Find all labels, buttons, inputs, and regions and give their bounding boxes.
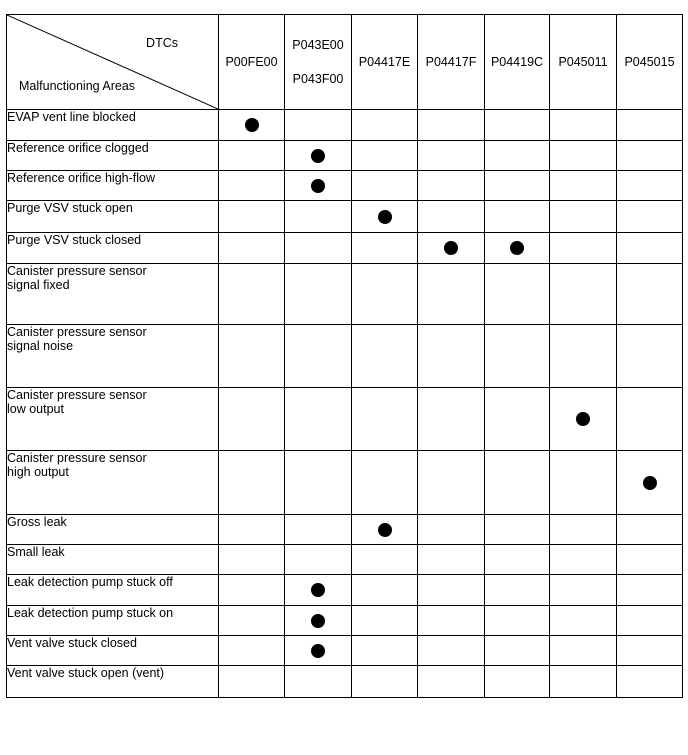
dtc-mark-cell [418,141,485,171]
filled-circle-icon [311,583,325,597]
dtc-mark-cell [352,325,418,388]
malfunction-area-text: Reference orifice high-flow [7,171,155,185]
table-row [7,325,683,388]
filled-circle-icon [444,241,458,255]
dtc-mark-cell [285,110,352,141]
dtc-mark-cell [219,264,285,325]
malfunction-area-cell [7,545,219,575]
dtc-mark-cell [219,451,285,515]
dtc-mark-cell [219,575,285,606]
dtc-mark-cell [285,233,352,264]
dtc-mark-cell [550,545,617,575]
dtc-code: P00FE00 [225,55,278,69]
filled-circle-icon [311,149,325,163]
dtc-mark-cell [550,575,617,606]
dtc-mark-cell [219,545,285,575]
dtc-mark-cell [550,636,617,666]
dtc-code: P043E00 [292,38,344,52]
dtc-mark-cell [352,636,418,666]
dtc-mark-cell [485,325,550,388]
dtc-mark-cell [219,233,285,264]
dtc-mark-cell [617,141,683,171]
dtc-mark-cell [485,233,550,264]
dtc-mark-cell [550,141,617,171]
dtc-mark-cell [617,515,683,545]
malfunction-area-cell [7,388,219,451]
malfunction-area-text: high output [7,465,69,479]
dtc-mark-cell [285,515,352,545]
dtc-mark-cell [352,388,418,451]
dtc-mark-cell [550,325,617,388]
filled-circle-icon [510,241,524,255]
dtc-mark-cell [219,171,285,201]
table-row [7,171,683,201]
table-row [7,515,683,545]
dtc-mark-cell [219,666,285,698]
dtc-mark-cell [219,325,285,388]
dtc-mark-cell [617,545,683,575]
dtc-mark-cell [617,171,683,201]
dtc-mark-cell [617,666,683,698]
dtc-mark-cell [485,388,550,451]
filled-circle-icon [378,523,392,537]
dtc-header-p04417e [352,15,418,110]
malfunction-area-text: Small leak [7,545,65,559]
dtc-mark-cell [219,515,285,545]
dtc-mark-cell [352,666,418,698]
dtc-mark-cell [352,110,418,141]
table-row [7,666,683,698]
malfunction-area-cell [7,264,219,325]
table-body [7,110,683,698]
dtc-mark-cell [485,201,550,233]
malfunction-area-cell [7,141,219,171]
dtc-mark-cell [418,545,485,575]
dtc-mark-cell [485,575,550,606]
malfunction-area-text: Leak detection pump stuck off [7,575,173,589]
dtc-mark-cell [352,451,418,515]
table-row [7,201,683,233]
dtc-mark-cell [550,171,617,201]
dtc-mark-cell [285,606,352,636]
dtc-mark-cell [285,141,352,171]
filled-circle-icon [311,179,325,193]
dtc-mark-cell [418,636,485,666]
dtc-mark-cell [617,201,683,233]
malfunction-area-cell [7,515,219,545]
dtc-header-p045015 [617,15,683,110]
dtc-mark-cell [617,233,683,264]
dtc-mark-cell [550,451,617,515]
dtc-mark-cell [485,141,550,171]
dtc-mark-cell [418,264,485,325]
dtc-mark-cell [485,451,550,515]
filled-circle-icon [311,614,325,628]
malfunction-area-text: Purge VSV stuck closed [7,233,142,247]
corner-header-cell [7,15,219,110]
dtc-mark-cell [285,201,352,233]
filled-circle-icon [245,118,259,132]
malfunction-area-cell [7,171,219,201]
filled-circle-icon [378,210,392,224]
dtc-mark-cell [352,606,418,636]
dtc-mark-cell [219,388,285,451]
dtc-mark-cell [285,264,352,325]
filled-circle-icon [311,644,325,658]
dtc-mark-cell [352,545,418,575]
malfunction-area-text: Leak detection pump stuck on [7,606,174,620]
dtc-mark-cell [352,515,418,545]
dtc-mark-cell [418,233,485,264]
table-row [7,606,683,636]
dtc-mark-cell [285,666,352,698]
dtc-mark-cell [550,110,617,141]
dtc-code: P043F00 [292,72,344,86]
dtc-mark-cell [550,264,617,325]
malfunction-area-cell [7,666,219,698]
dtc-mark-cell [550,201,617,233]
dtc-mark-cell [617,110,683,141]
dtc-mark-cell [352,171,418,201]
filled-circle-icon [643,476,657,490]
dtc-mark-cell [485,666,550,698]
dtc-matrix-table [6,14,683,698]
dtc-mark-cell [418,451,485,515]
malfunction-area-cell [7,233,219,264]
dtc-mark-cell [418,606,485,636]
dtc-mark-cell [550,515,617,545]
malfunction-area-text: Vent valve stuck closed [7,636,137,650]
dtc-mark-cell [418,388,485,451]
malfunction-area-cell [7,451,219,515]
dtc-mark-cell [617,388,683,451]
malfunction-area-cell [7,606,219,636]
malfunction-area-cell [7,325,219,388]
dtc-mark-cell [617,636,683,666]
malfunction-area-cell [7,110,219,141]
dtc-mark-cell [550,606,617,636]
malfunction-area-cell [7,201,219,233]
dtc-mark-cell [219,110,285,141]
dtc-mark-cell [485,545,550,575]
table-row [7,233,683,264]
dtc-mark-cell [285,171,352,201]
dtc-mark-cell [550,388,617,451]
dtc-mark-cell [352,233,418,264]
dtc-mark-cell [418,575,485,606]
table-row [7,110,683,141]
table-row [7,575,683,606]
table-row [7,636,683,666]
malfunctioning-areas-label: Malfunctioning Areas [19,79,136,93]
dtc-mark-cell [617,325,683,388]
dtc-mark-cell [352,141,418,171]
dtc-mark-cell [418,325,485,388]
malfunction-area-text: EVAP vent line blocked [7,110,136,124]
malfunction-area-text: Canister pressure sensor [7,388,147,402]
dtc-mark-cell [418,171,485,201]
header-row [7,15,683,110]
dtcs-label: DTCs [146,36,178,50]
dtc-mark-cell [285,325,352,388]
table-row [7,451,683,515]
dtc-mark-cell [550,666,617,698]
malfunction-area-text: Canister pressure sensor [7,451,147,465]
malfunction-area-cell [7,636,219,666]
dtc-mark-cell [219,201,285,233]
malfunction-area-text: signal noise [7,339,74,353]
dtc-mark-cell [352,575,418,606]
dtc-code: P045011 [558,55,608,69]
dtc-header-p04417f [418,15,485,110]
dtc-mark-cell [285,636,352,666]
malfunction-area-text: low output [7,402,64,416]
table-row [7,545,683,575]
dtc-mark-cell [485,171,550,201]
dtc-code: P04417F [425,55,477,69]
dtc-code: P04417E [358,55,411,69]
table-row [7,388,683,451]
dtc-mark-cell [219,606,285,636]
malfunction-area-text: Gross leak [7,515,67,529]
dtc-mark-cell [617,606,683,636]
dtc-mark-cell [617,575,683,606]
dtc-code: P04419C [490,55,544,69]
table-row [7,141,683,171]
dtc-mark-cell [285,545,352,575]
dtc-mark-cell [219,141,285,171]
dtc-mark-cell [352,201,418,233]
dtc-mark-cell [418,110,485,141]
malfunction-area-cell [7,575,219,606]
dtc-mark-cell [485,636,550,666]
dtc-mark-cell [485,110,550,141]
dtc-mark-cell [219,636,285,666]
filled-circle-icon [576,412,590,426]
dtc-header-p045011 [550,15,617,110]
dtc-mark-cell [418,515,485,545]
dtc-mark-cell [485,264,550,325]
dtc-mark-cell [285,388,352,451]
dtc-mark-cell [485,515,550,545]
malfunction-area-text: Canister pressure sensor [7,264,147,278]
dtc-header-p043e00-p043f00 [285,15,352,110]
dtc-mark-cell [550,233,617,264]
malfunction-area-text: Canister pressure sensor [7,325,147,339]
dtc-code: P045015 [624,55,675,69]
dtc-mark-cell [285,451,352,515]
dtc-mark-cell [418,666,485,698]
diagonal-divider [7,15,218,109]
dtc-mark-cell [352,264,418,325]
dtc-mark-cell [485,606,550,636]
dtc-header-p04419c [485,15,550,110]
dtc-header-p00fe00 [219,15,285,110]
dtc-mark-cell [617,264,683,325]
malfunction-area-text: Reference orifice clogged [7,141,149,155]
malfunction-area-text: Vent valve stuck open (vent) [7,666,165,680]
malfunction-area-text: signal fixed [7,278,70,292]
dtc-mark-cell [617,451,683,515]
dtc-mark-cell [418,201,485,233]
table-row [7,264,683,325]
dtc-mark-cell [285,575,352,606]
malfunction-area-text: Purge VSV stuck open [7,201,133,215]
